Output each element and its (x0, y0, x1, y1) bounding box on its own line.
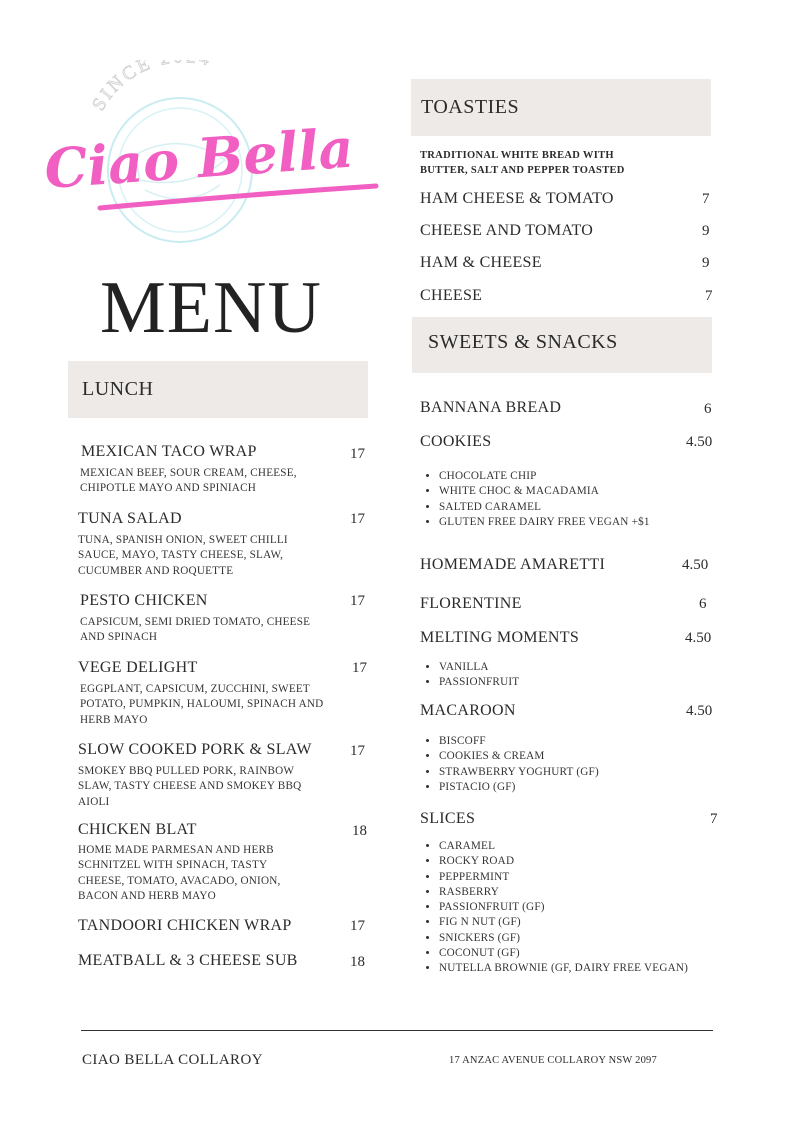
menu-title: MENU (100, 267, 322, 349)
sweets-header: SWEETS & SNACKS (428, 331, 618, 353)
option-item: • CARAMEL (439, 839, 688, 854)
sweet-item-name: BANNANA BREAD (420, 399, 562, 416)
option-item: • PASSIONFRUIT (439, 675, 519, 690)
option-item: • COOKIES & CREAM (439, 749, 599, 764)
option-item: • CHOCOLATE CHIP (439, 469, 650, 484)
lunch-header: LUNCH (82, 378, 154, 400)
toastie-item-price: 9 (702, 255, 710, 271)
sweet-item-name: COOKIES (420, 433, 492, 450)
toastie-item-price: 7 (702, 191, 710, 207)
option-item: • PISTACIO (GF) (439, 780, 599, 795)
sweet-item-price: 6 (704, 401, 712, 417)
option-item: • FIG N NUT (GF) (439, 915, 688, 930)
sweet-item-name: HOMEMADE AMARETTI (420, 556, 606, 573)
toasties-note: TRADITIONAL WHITE BREAD WITH BUTTER, SALT AND PEPPER TOASTED (420, 150, 625, 176)
option-item: • PASSIONFRUIT (GF) (439, 900, 688, 915)
lunch-item-name: TUNA SALAD (78, 510, 182, 527)
sweet-item-price: 7 (710, 811, 718, 827)
toastie-item-name: CHEESE AND TOMATO (420, 222, 594, 239)
option-item: • ROCKY ROAD (439, 854, 688, 869)
option-item: • COCONUT (GF) (439, 946, 688, 961)
logo-graphic (40, 60, 385, 250)
lunch-item-name: MEATBALL & 3 CHEESE SUB (78, 952, 298, 969)
option-item: • VANILLA (439, 660, 519, 675)
option-item: • SALTED CARAMEL (439, 500, 650, 515)
sweet-item-price: 4.50 (686, 703, 713, 719)
lunch-item-name: MEXICAN TACO WRAP (81, 443, 257, 460)
option-item: • WHITE CHOC & MACADAMIA (439, 484, 650, 499)
sweet-item-price: 4.50 (686, 434, 713, 450)
sweet-item-price: 6 (699, 596, 707, 612)
lunch-item-price: 17 (350, 593, 365, 609)
toastie-item-name: HAM CHEESE & TOMATO (420, 190, 614, 207)
lunch-item-price: 17 (350, 511, 365, 527)
footer-divider (81, 1030, 713, 1031)
option-item: • NUTELLA BROWNIE (GF, DAIRY FREE VEGAN) (439, 961, 688, 976)
since-text: SINCE (88, 60, 156, 115)
footer-business-name: CIAO BELLA COLLAROY (82, 1052, 263, 1068)
lunch-item-desc: HOME MADE PARMESAN AND HERB SCHNITZEL WITH SPINACH, TASTY CHEESE, TOMATO, AVACADO, ONION, BACON AND HERB MAYO (78, 844, 281, 903)
toastie-item-name: HAM & CHEESE (420, 254, 542, 271)
lunch-item-desc: EGGPLANT, CAPSICUM, ZUCCHINI, SWEET POTATO, PUMPKIN, HALOUMI, SPINACH AND HERB MAYO (80, 683, 324, 726)
lunch-item-name: PESTO CHICKEN (80, 592, 208, 609)
sweet-item-name: MACAROON (420, 702, 516, 719)
brand-script-text: Ciao Bella (42, 115, 356, 201)
option-item: • PEPPERMINT (439, 870, 688, 885)
lunch-item-desc: MEXICAN BEEF, SOUR CREAM, CHEESE, CHIPOTLE MAYO AND SPINIACH (80, 467, 297, 495)
option-item: • BISCOFF (439, 734, 599, 749)
sweet-item-name: MELTING MOMENTS (420, 629, 580, 646)
toastie-item-price: 7 (705, 288, 713, 304)
toasties-header: TOASTIES (421, 96, 520, 118)
lunch-item-name: SLOW COOKED PORK & SLAW (78, 741, 312, 758)
sweet-item-name: SLICES (420, 810, 476, 827)
lunch-item-price: 17 (350, 743, 365, 759)
toastie-item-price: 9 (702, 223, 710, 239)
option-item: • RASBERRY (439, 885, 688, 900)
lunch-item-name: VEGE DELIGHT (78, 659, 198, 676)
cookies-options (420, 469, 650, 530)
sweet-item-price: 4.50 (682, 557, 709, 573)
svg-text:SINCE 2024 (88, 60, 214, 115)
lunch-item-price: 17 (352, 660, 367, 676)
lunch-item-price: 18 (352, 823, 367, 839)
option-item: • GLUTEN FREE DAIRY FREE VEGAN +$1 (439, 515, 650, 530)
melting-moments-options (420, 660, 519, 691)
lunch-item-price: 18 (350, 954, 365, 970)
lunch-item-desc: CAPSICUM, SEMI DRIED TOMATO, CHEESE AND SPINACH (80, 616, 311, 644)
option-item: • STRAWBERRY YOGHURT (GF) (439, 765, 599, 780)
footer-address: 17 ANZAC AVENUE COLLAROY NSW 2097 (449, 1055, 657, 1066)
option-item: • SNICKERS (GF) (439, 931, 688, 946)
lunch-item-price: 17 (350, 446, 365, 462)
lunch-item-desc: TUNA, SPANISH ONION, SWEET CHILLI SAUCE, MAYO, TASTY CHEESE, SLAW, CUCUMBER AND ROQUETTE (78, 534, 288, 577)
lunch-item-name: TANDOORI CHICKEN WRAP (78, 917, 292, 934)
sweet-item-price: 4.50 (685, 630, 712, 646)
lunch-item-desc: SMOKEY BBQ PULLED PORK, RAINBOW SLAW, TASTY CHEESE AND SMOKEY BBQ AIOLI (78, 765, 302, 808)
toastie-item-name: CHEESE (420, 287, 483, 304)
lunch-item-name: CHICKEN BLAT (78, 821, 197, 838)
macaroon-options (420, 734, 599, 795)
sweet-item-name: FLORENTINE (420, 595, 522, 612)
lunch-item-price: 17 (350, 918, 365, 934)
slices-options (420, 839, 688, 977)
brand-logo (40, 60, 385, 250)
